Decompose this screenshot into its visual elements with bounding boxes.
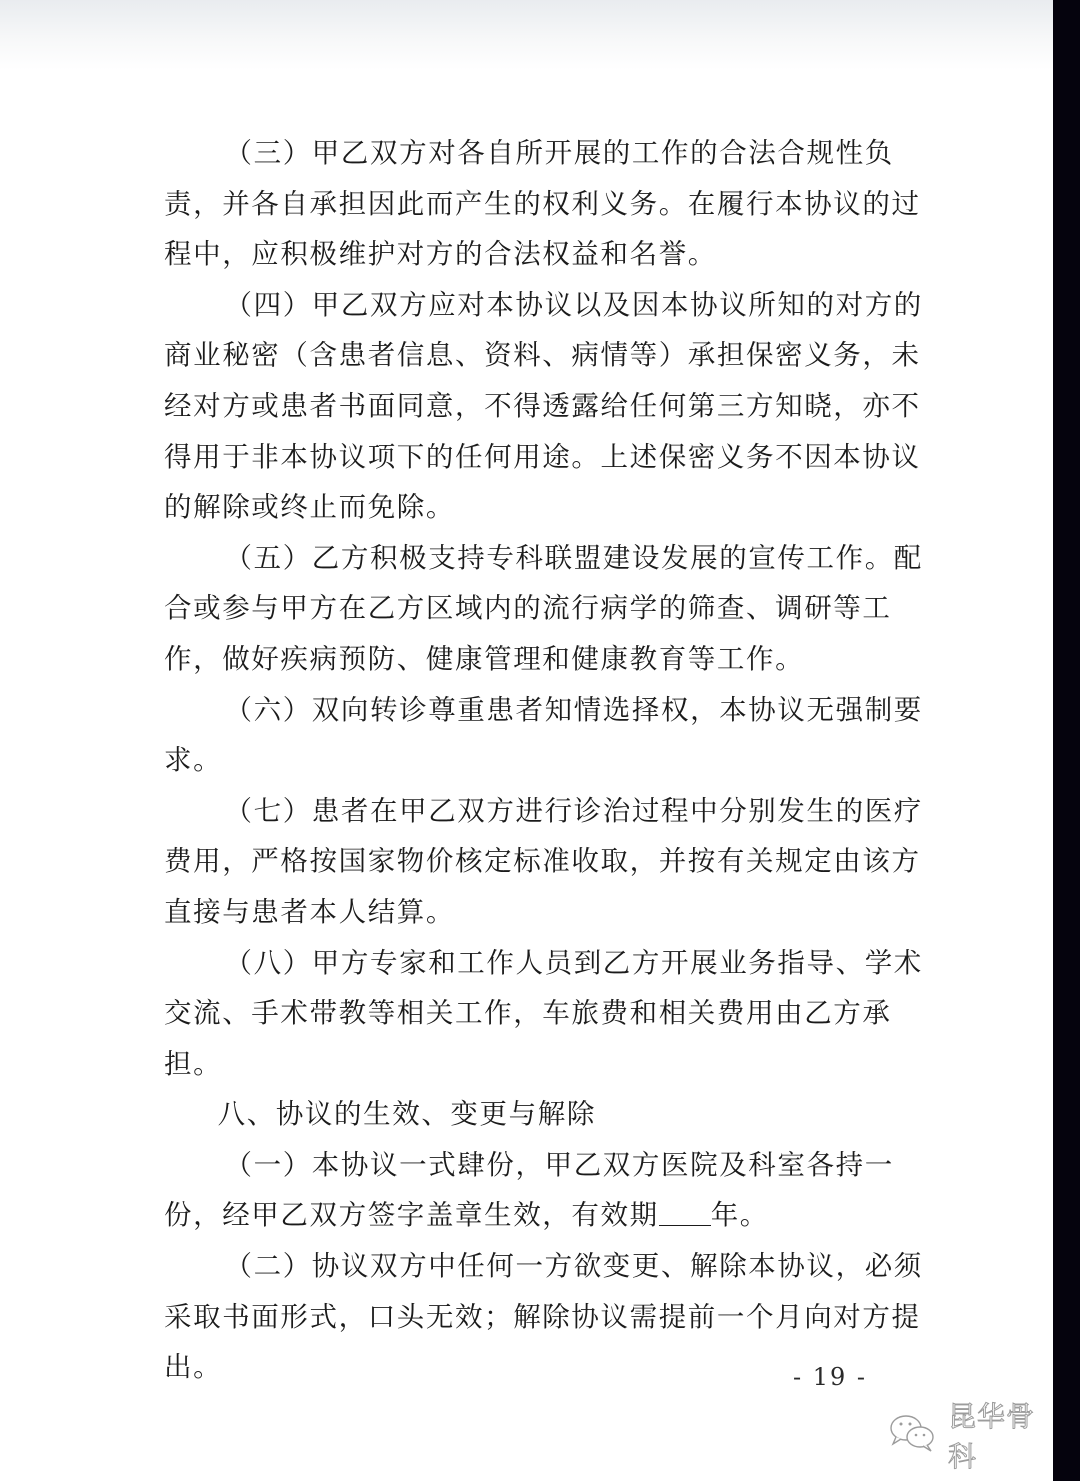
watermark bbox=[888, 1400, 1053, 1473]
clause-5: （五）乙方积极支持专科联盟建设发展的宣传工作。配合或参与甲方在乙方区域内的流行病学的筛查、调研等工作，做好疾病预防、健康管理和健康教育等工作。 bbox=[164, 541, 923, 675]
section-heading-8: 八、协议的生效、变更与解除 bbox=[217, 1098, 596, 1131]
clause-8-1-suffix: 年。 bbox=[710, 1199, 769, 1232]
validity-period-blank bbox=[659, 1198, 711, 1227]
clause-8-1-text: （一）本协议一式肆份，甲乙双方医院及科室各持一份，经甲乙双方签字盖章生效，有效期 bbox=[164, 1148, 894, 1232]
document-body bbox=[164, 128, 924, 1393]
clause-8: （八）甲方专家和工作人员到乙方开展业务指导、学术交流、手术带教等相关工作，车旅费和相关费用由乙方承担。 bbox=[164, 946, 923, 1080]
scan-edge-border bbox=[1053, 0, 1080, 1481]
clause-4: （四）甲乙双方应对本协议以及因本协议所知的对方的商业秘密（含患者信息、资料、病情等）承担保密义务，未经对方或患者书面同意，不得透露给任何第三方知晓，亦不得用于非本协议项下的任何用途。上述保密义务不因本协议的解除或终止而免除。 bbox=[164, 288, 923, 524]
wechat-icon bbox=[888, 1413, 938, 1457]
clause-8-1 bbox=[164, 1140, 924, 1241]
clause-3: （三）甲乙双方对各自所开展的工作的合法合规性负责，并各自承担因此而产生的权利义务。在履行本协议的过程中，应积极维护对方的合法权益和名誉。 bbox=[164, 137, 921, 271]
watermark-text: 昆华骨科 bbox=[948, 1400, 1036, 1473]
clause-8-2: （二）协议双方中任何一方欲变更、解除本协议，必须采取书面形式，口头无效；解除协议需提前一个月向对方提出。 bbox=[164, 1250, 923, 1384]
page-number: - 19 - bbox=[793, 1363, 868, 1391]
clause-6: （六）双向转诊尊重患者知情选择权，本协议无强制要求。 bbox=[164, 693, 923, 777]
clause-7: （七）患者在甲乙双方进行诊治过程中分别发生的医疗费用，严格按国家物价核定标准收取，并按有关规定由该方直接与患者本人结算。 bbox=[164, 794, 923, 928]
